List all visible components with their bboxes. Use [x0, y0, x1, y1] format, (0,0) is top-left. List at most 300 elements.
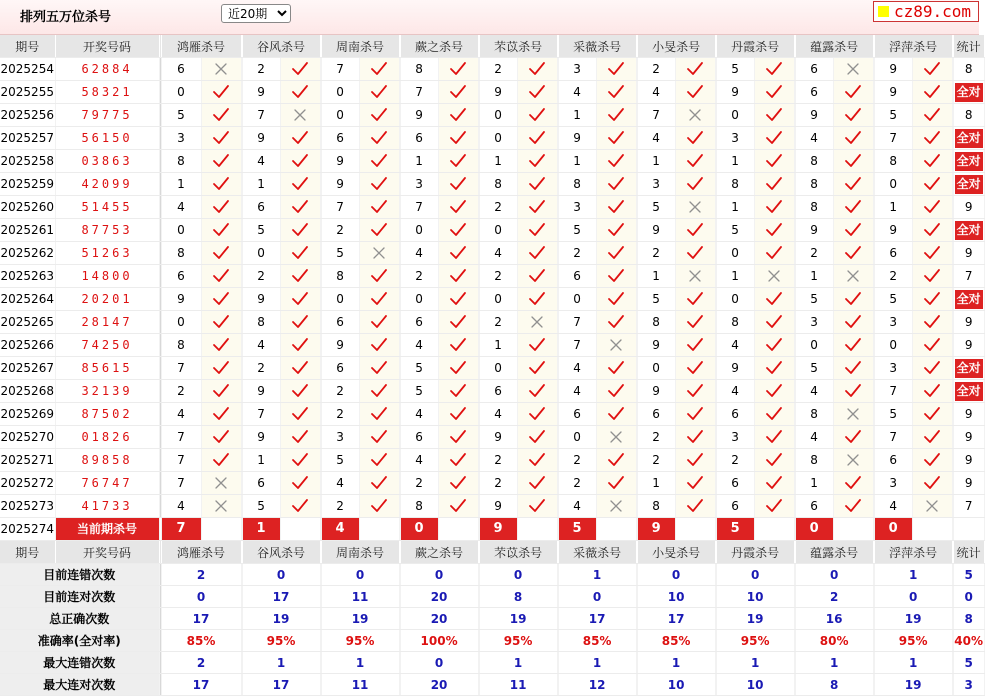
check-icon — [844, 176, 862, 192]
kill-number-cell: 0 — [400, 219, 438, 242]
check-icon — [844, 383, 862, 399]
kill-number-cell: 9 — [242, 288, 280, 311]
kill-number-cell: 8 — [637, 495, 675, 518]
kill-number-cell: 6 — [321, 127, 359, 150]
kill-number-cell: 9 — [874, 219, 912, 242]
kill-number-cell: 9 — [558, 127, 596, 150]
check-icon — [686, 429, 704, 445]
kill-number-cell: 1 — [716, 150, 754, 173]
result-mark-cell — [280, 150, 320, 173]
result-mark-cell — [280, 426, 320, 449]
kill-number-cell: 4 — [161, 196, 201, 219]
check-icon — [923, 176, 941, 192]
kill-number-cell: 4 — [479, 403, 517, 426]
kill-number-cell: 0 — [321, 104, 359, 127]
all-correct-badge: 全对 — [955, 175, 983, 194]
check-icon — [449, 153, 467, 169]
kill-number-cell: 7 — [874, 127, 912, 150]
kill-number-cell: 4 — [400, 334, 438, 357]
result-mark-cell — [517, 449, 557, 472]
stat-label: 准确率(全对率) — [0, 630, 159, 652]
check-icon — [212, 84, 230, 100]
kill-number-cell: 9 — [161, 288, 201, 311]
check-icon — [370, 475, 388, 491]
current-kill-number: 1 — [243, 518, 280, 540]
draw-number-cell: 76747 — [55, 472, 159, 495]
kill-number-cell: 0 — [161, 81, 201, 104]
kill-number-cell: 6 — [400, 426, 438, 449]
check-icon — [607, 84, 625, 100]
stat-value: 1 — [321, 652, 399, 674]
stat-value: 11 — [479, 674, 557, 696]
check-icon — [844, 429, 862, 445]
check-icon — [449, 222, 467, 238]
result-mark-cell — [754, 449, 794, 472]
stat-value: 19 — [874, 608, 952, 630]
check-icon — [765, 406, 783, 422]
result-mark-cell — [280, 173, 320, 196]
current-kill-cell — [400, 518, 438, 541]
result-mark-cell — [754, 219, 794, 242]
kill-number-cell: 3 — [874, 357, 912, 380]
header-period: 期号 — [0, 541, 55, 564]
result-mark-cell — [201, 472, 241, 495]
result-mark-cell — [912, 426, 952, 449]
check-icon — [449, 360, 467, 376]
check-icon — [923, 130, 941, 146]
check-icon — [686, 314, 704, 330]
result-mark-cell — [359, 58, 399, 81]
current-kill-cell — [242, 518, 280, 541]
kill-number-cell: 8 — [795, 196, 833, 219]
result-mark-cell — [675, 58, 715, 81]
kill-number-cell: 1 — [795, 265, 833, 288]
check-icon — [370, 222, 388, 238]
cross-icon — [609, 338, 623, 352]
period-cell: 2025273 — [0, 495, 55, 518]
result-mark-cell — [912, 196, 952, 219]
check-icon — [686, 452, 704, 468]
result-mark-cell — [754, 380, 794, 403]
result-mark-cell — [359, 150, 399, 173]
draw-number-cell: 51455 — [55, 196, 159, 219]
check-icon — [765, 429, 783, 445]
check-icon — [765, 337, 783, 353]
stat-label: 最大连错次数 — [0, 652, 159, 674]
stat-cell: 9 — [953, 403, 984, 426]
kill-number-cell: 4 — [161, 403, 201, 426]
check-icon — [291, 245, 309, 261]
kill-number-cell: 4 — [716, 334, 754, 357]
result-mark-cell — [912, 81, 952, 104]
draw-number-cell: 03863 — [55, 150, 159, 173]
result-mark-cell — [912, 173, 952, 196]
check-icon — [686, 498, 704, 514]
kill-number-cell: 4 — [558, 380, 596, 403]
table-row — [0, 449, 984, 472]
check-icon — [528, 84, 546, 100]
check-icon — [449, 199, 467, 215]
result-mark-cell — [912, 219, 952, 242]
stat-label: 目前连对次数 — [0, 586, 159, 608]
current-kill-number: 9 — [480, 518, 517, 540]
result-mark-cell — [833, 104, 873, 127]
check-icon — [923, 475, 941, 491]
check-icon — [212, 452, 230, 468]
kill-number-cell: 8 — [795, 403, 833, 426]
period-cell: 2025270 — [0, 426, 55, 449]
check-icon — [449, 383, 467, 399]
result-mark-cell — [754, 357, 794, 380]
kill-number-cell: 0 — [161, 311, 201, 334]
kill-number-cell: 5 — [558, 219, 596, 242]
period-cell: 2025256 — [0, 104, 55, 127]
kill-number-cell: 3 — [795, 311, 833, 334]
check-icon — [291, 475, 309, 491]
result-mark-cell — [675, 495, 715, 518]
period-cell: 2025255 — [0, 81, 55, 104]
kill-number-cell: 4 — [161, 495, 201, 518]
stat-value: 19 — [479, 608, 557, 630]
stat-value: 8 — [795, 674, 873, 696]
result-mark-cell — [754, 150, 794, 173]
check-icon — [212, 107, 230, 123]
check-icon — [686, 383, 704, 399]
result-mark-cell — [517, 334, 557, 357]
check-icon — [291, 360, 309, 376]
site-logo[interactable] — [873, 1, 979, 22]
kill-number-cell: 3 — [161, 127, 201, 150]
kill-number-cell: 6 — [874, 449, 912, 472]
result-mark-cell — [912, 242, 952, 265]
stat-row — [0, 608, 984, 630]
result-mark-cell — [201, 311, 241, 334]
check-icon — [844, 360, 862, 376]
result-mark-cell — [754, 196, 794, 219]
check-icon — [291, 222, 309, 238]
check-icon — [370, 176, 388, 192]
check-icon — [686, 61, 704, 77]
stat-cell: 8 — [953, 58, 984, 81]
table-row — [0, 265, 984, 288]
result-mark-cell — [675, 472, 715, 495]
kill-number-cell: 2 — [479, 311, 517, 334]
result-mark-cell — [833, 173, 873, 196]
check-icon — [765, 383, 783, 399]
stat-value: 0 — [400, 564, 478, 586]
check-icon — [607, 176, 625, 192]
stat-value: 85% — [558, 630, 636, 652]
check-icon — [607, 107, 625, 123]
kill-number-cell: 5 — [874, 288, 912, 311]
empty-cell — [517, 518, 557, 541]
stat-value: 19 — [716, 608, 794, 630]
draw-number-cell: 56150 — [55, 127, 159, 150]
draw-number-cell: 89858 — [55, 449, 159, 472]
header-expert: 蕴露杀号 — [795, 541, 873, 564]
check-icon — [449, 475, 467, 491]
table-row — [0, 495, 984, 518]
result-mark-cell — [201, 104, 241, 127]
result-mark-cell — [912, 58, 952, 81]
result-mark-cell — [833, 334, 873, 357]
stat-cell: 9 — [953, 472, 984, 495]
kill-number-cell: 3 — [400, 173, 438, 196]
check-icon — [607, 222, 625, 238]
check-icon — [607, 268, 625, 284]
table-row — [0, 334, 984, 357]
cross-icon — [609, 430, 623, 444]
kill-number-cell: 0 — [874, 334, 912, 357]
stat-value: 0 — [716, 564, 794, 586]
check-icon — [370, 130, 388, 146]
draw-number-cell: 58321 — [55, 81, 159, 104]
kill-number-cell: 8 — [795, 449, 833, 472]
table-row — [0, 288, 984, 311]
kill-number-cell: 0 — [558, 426, 596, 449]
result-mark-cell — [438, 81, 478, 104]
cross-icon — [214, 499, 228, 513]
stat-cell: 7 — [953, 495, 984, 518]
kill-number-cell: 9 — [874, 81, 912, 104]
result-mark-cell — [675, 311, 715, 334]
kill-number-cell: 0 — [479, 357, 517, 380]
check-icon — [449, 245, 467, 261]
kill-number-cell: 9 — [479, 426, 517, 449]
kill-number-cell: 7 — [321, 196, 359, 219]
header-stat: 统计 — [953, 35, 984, 58]
table-row — [0, 472, 984, 495]
check-icon — [212, 199, 230, 215]
current-kill-number: 0 — [401, 518, 438, 540]
result-mark-cell — [517, 472, 557, 495]
check-icon — [449, 176, 467, 192]
kill-number-cell: 6 — [716, 403, 754, 426]
stat-label: 最大连对次数 — [0, 674, 159, 696]
result-mark-cell — [517, 196, 557, 219]
result-mark-cell — [754, 472, 794, 495]
check-icon — [607, 61, 625, 77]
check-icon — [449, 498, 467, 514]
kill-number-cell: 6 — [558, 265, 596, 288]
kill-number-cell: 5 — [874, 403, 912, 426]
check-icon — [528, 61, 546, 77]
result-mark-cell — [201, 288, 241, 311]
kill-number-cell: 6 — [558, 403, 596, 426]
result-mark-cell — [596, 334, 636, 357]
cross-icon — [530, 315, 544, 329]
header-expert: 小旻杀号 — [637, 35, 715, 58]
kill-number-cell: 9 — [242, 426, 280, 449]
current-kill-cell — [161, 518, 201, 541]
check-icon — [607, 245, 625, 261]
table-row — [0, 150, 984, 173]
result-mark-cell — [438, 495, 478, 518]
result-mark-cell — [438, 426, 478, 449]
kill-number-cell: 9 — [637, 334, 675, 357]
kill-number-cell: 5 — [400, 357, 438, 380]
draw-number-cell: 85615 — [55, 357, 159, 380]
result-mark-cell — [517, 288, 557, 311]
stat-value: 1 — [874, 652, 952, 674]
current-kill-cell — [479, 518, 517, 541]
check-icon — [528, 130, 546, 146]
result-mark-cell — [359, 334, 399, 357]
stat-label: 目前连错次数 — [0, 564, 159, 586]
stat-value: 17 — [558, 608, 636, 630]
stat-row — [0, 564, 984, 586]
kill-number-cell: 7 — [161, 449, 201, 472]
check-icon — [212, 130, 230, 146]
kill-number-cell: 4 — [400, 449, 438, 472]
stat-cell — [953, 81, 984, 104]
kill-number-cell: 1 — [558, 104, 596, 127]
stat-cell: 7 — [953, 265, 984, 288]
table-row — [0, 104, 984, 127]
kill-number-cell: 4 — [242, 150, 280, 173]
kill-number-cell: 3 — [321, 426, 359, 449]
result-mark-cell — [912, 265, 952, 288]
kill-number-cell: 5 — [637, 288, 675, 311]
header-expert: 采薇杀号 — [558, 35, 636, 58]
stat-value: 2 — [161, 564, 241, 586]
result-mark-cell — [675, 81, 715, 104]
stat-value: 95% — [874, 630, 952, 652]
kill-number-table — [0, 35, 985, 696]
check-icon — [212, 222, 230, 238]
kill-number-cell: 7 — [321, 58, 359, 81]
result-mark-cell — [438, 242, 478, 265]
check-icon — [212, 383, 230, 399]
kill-number-cell: 2 — [479, 265, 517, 288]
kill-number-cell: 6 — [795, 81, 833, 104]
result-mark-cell — [596, 288, 636, 311]
check-icon — [370, 383, 388, 399]
stat-value: 0 — [161, 586, 241, 608]
stat-value: 17 — [242, 586, 320, 608]
kill-number-cell: 1 — [242, 449, 280, 472]
current-kill-cell — [716, 518, 754, 541]
result-mark-cell — [596, 449, 636, 472]
check-icon — [370, 291, 388, 307]
check-icon — [923, 153, 941, 169]
result-mark-cell — [280, 242, 320, 265]
kill-number-cell: 2 — [558, 472, 596, 495]
kill-number-cell: 9 — [242, 380, 280, 403]
check-icon — [607, 452, 625, 468]
result-mark-cell — [280, 265, 320, 288]
stat-cell — [953, 380, 984, 403]
result-mark-cell — [438, 58, 478, 81]
kill-number-cell: 2 — [637, 242, 675, 265]
kill-number-cell: 9 — [795, 219, 833, 242]
result-mark-cell — [754, 173, 794, 196]
check-icon — [370, 268, 388, 284]
check-icon — [844, 475, 862, 491]
check-icon — [528, 383, 546, 399]
kill-number-cell: 9 — [321, 334, 359, 357]
result-mark-cell — [912, 357, 952, 380]
empty-cell — [201, 518, 241, 541]
current-kill-cell — [558, 518, 596, 541]
check-icon — [686, 360, 704, 376]
all-correct-badge: 全对 — [955, 83, 983, 102]
stat-value: 2 — [795, 586, 873, 608]
period-cell: 2025266 — [0, 334, 55, 357]
stat-cell — [953, 288, 984, 311]
result-mark-cell — [596, 380, 636, 403]
check-icon — [212, 176, 230, 192]
result-mark-cell — [280, 219, 320, 242]
result-mark-cell — [754, 242, 794, 265]
result-mark-cell — [201, 219, 241, 242]
kill-number-cell: 4 — [400, 403, 438, 426]
stat-cell: 9 — [953, 196, 984, 219]
check-icon — [686, 153, 704, 169]
all-correct-badge: 全对 — [955, 152, 983, 171]
kill-number-cell: 6 — [479, 380, 517, 403]
stat-cell — [953, 219, 984, 242]
result-mark-cell — [754, 58, 794, 81]
stat-value: 16 — [795, 608, 873, 630]
header-expert: 蕨之杀号 — [400, 541, 478, 564]
check-icon — [449, 61, 467, 77]
result-mark-cell — [833, 150, 873, 173]
result-mark-cell — [280, 104, 320, 127]
result-mark-cell — [675, 288, 715, 311]
kill-number-cell: 0 — [479, 288, 517, 311]
draw-number-cell: 42099 — [55, 173, 159, 196]
result-mark-cell — [754, 81, 794, 104]
table-row — [0, 426, 984, 449]
kill-number-cell: 2 — [795, 242, 833, 265]
result-mark-cell — [359, 81, 399, 104]
all-correct-badge: 全对 — [955, 129, 983, 148]
check-icon — [923, 452, 941, 468]
stat-value: 20 — [400, 674, 478, 696]
table-row — [0, 173, 984, 196]
header-expert: 浮萍杀号 — [874, 541, 952, 564]
kill-number-cell: 4 — [716, 380, 754, 403]
result-mark-cell — [359, 196, 399, 219]
kill-number-cell: 8 — [400, 58, 438, 81]
table-header-row — [0, 541, 984, 564]
check-icon — [923, 429, 941, 445]
check-icon — [528, 360, 546, 376]
draw-number-cell: 79775 — [55, 104, 159, 127]
result-mark-cell — [438, 127, 478, 150]
check-icon — [765, 222, 783, 238]
result-mark-cell — [754, 127, 794, 150]
table-row — [0, 311, 984, 334]
stat-value: 17 — [161, 608, 241, 630]
result-mark-cell — [833, 403, 873, 426]
period-select[interactable] — [221, 4, 291, 23]
check-icon — [212, 337, 230, 353]
check-icon — [449, 406, 467, 422]
kill-number-cell: 5 — [400, 380, 438, 403]
current-kill-number: 0 — [875, 518, 912, 540]
kill-number-cell: 0 — [161, 219, 201, 242]
check-icon — [765, 245, 783, 261]
result-mark-cell — [833, 472, 873, 495]
kill-number-cell: 3 — [716, 127, 754, 150]
kill-number-cell: 0 — [716, 288, 754, 311]
stat-cell — [953, 127, 984, 150]
stat-value: 1 — [479, 652, 557, 674]
result-mark-cell — [517, 242, 557, 265]
check-icon — [449, 291, 467, 307]
